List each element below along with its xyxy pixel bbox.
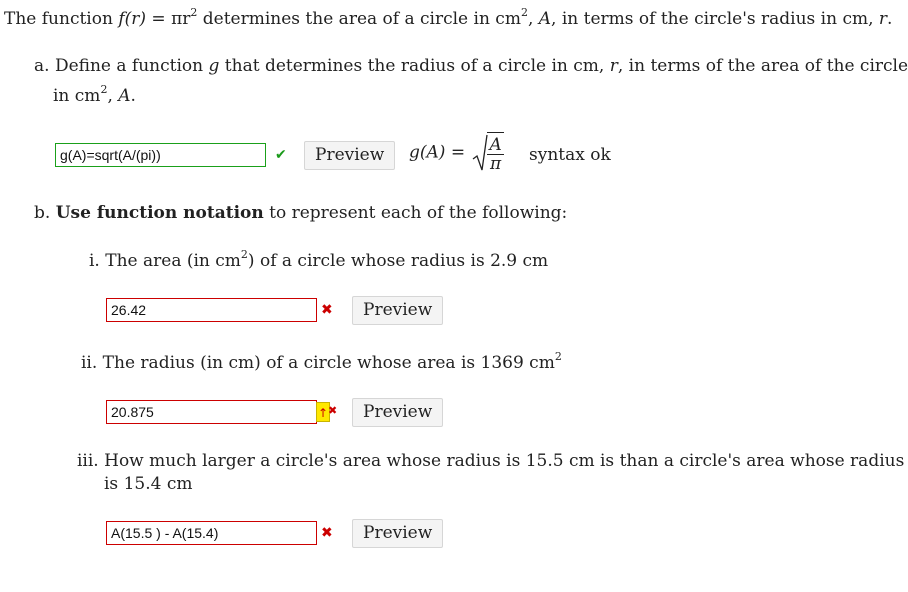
answer-input-a[interactable]: g(A)=sqrt(A/(pi)) bbox=[55, 143, 266, 167]
part-a-text: , in terms of the area of the circle bbox=[617, 56, 908, 76]
fraction bbox=[487, 136, 503, 173]
exponent: 2 bbox=[240, 248, 248, 261]
item-ii-prompt bbox=[81, 350, 562, 373]
math-preview-a bbox=[409, 132, 504, 172]
var-g: g bbox=[208, 56, 220, 76]
fraction-numerator: A bbox=[489, 135, 502, 155]
preview-button-ii[interactable]: Preview bbox=[352, 398, 443, 427]
fraction-denominator: π bbox=[490, 154, 502, 174]
part-a-text: , bbox=[107, 86, 119, 106]
function-f: f(r) bbox=[118, 9, 147, 29]
var-A: A bbox=[538, 9, 552, 29]
correct-check-icon: ✔ bbox=[275, 147, 287, 163]
part-b-label: b. bbox=[34, 203, 56, 223]
exponent: 2 bbox=[100, 83, 108, 96]
exponent: 2 bbox=[554, 350, 562, 363]
item-iii-prompt-line2: is 15.4 cm bbox=[104, 474, 193, 494]
var-r: r bbox=[609, 56, 618, 76]
item-i-prompt bbox=[89, 248, 549, 271]
answer-input-ii[interactable]: 20.875 bbox=[106, 400, 317, 424]
part-a-text: that determines the radius of a circle in cm, bbox=[219, 56, 610, 76]
incorrect-cross-icon: ✖ bbox=[321, 525, 333, 541]
exponent: 2 bbox=[520, 6, 528, 19]
part-a-text: a. Define a function bbox=[34, 56, 209, 76]
radical-sign-icon bbox=[472, 133, 488, 173]
part-b-text: to represent each of the following: bbox=[263, 203, 568, 223]
preview-button-a[interactable]: Preview bbox=[304, 141, 395, 170]
hint-arrow-icon[interactable]: ↑ bbox=[316, 402, 330, 422]
part-a-text: in cm bbox=[53, 86, 101, 106]
part-b-prompt bbox=[34, 203, 567, 223]
intro-text: , in terms of the circle's radius in cm, bbox=[551, 9, 879, 29]
var-r: r bbox=[878, 9, 888, 29]
intro-text: The function bbox=[4, 9, 119, 29]
part-b-bold-text: Use function notation bbox=[55, 203, 264, 223]
sqrt-expression bbox=[472, 132, 503, 174]
part-a-text: . bbox=[130, 86, 136, 106]
var-A: A bbox=[118, 86, 131, 106]
preview-button-i[interactable]: Preview bbox=[352, 296, 443, 325]
exponent: 2 bbox=[190, 6, 198, 19]
incorrect-cross-icon: ✖ bbox=[328, 404, 338, 417]
syntax-status: syntax ok bbox=[529, 145, 611, 165]
intro-text: determines the area of a circle in cm bbox=[197, 9, 521, 29]
part-a-prompt-line2 bbox=[53, 83, 136, 106]
intro-text: . bbox=[887, 9, 893, 29]
preview-lhs: g(A) = bbox=[409, 142, 466, 163]
answer-input-i[interactable]: 26.42 bbox=[106, 298, 317, 322]
item-iii-prompt-line1: iii. How much larger a circle's area whose radius is 15.5 cm is than a circle's area whose radius bbox=[77, 451, 905, 471]
incorrect-cross-icon: ✖ bbox=[321, 302, 333, 318]
answer-input-iii[interactable]: A(15.5 ) - A(15.4) bbox=[106, 521, 317, 545]
intro-equation: = πr bbox=[146, 9, 191, 29]
item-text: i. The area (in cm bbox=[89, 251, 241, 271]
part-a-prompt-line1 bbox=[34, 56, 908, 76]
preview-button-iii[interactable]: Preview bbox=[352, 519, 443, 548]
intro-text: , bbox=[527, 9, 539, 29]
item-text: ii. The radius (in cm) of a circle whose area is 1369 cm bbox=[81, 353, 555, 373]
problem-statement bbox=[4, 6, 893, 29]
item-text: ) of a circle whose radius is 2.9 cm bbox=[247, 251, 549, 271]
